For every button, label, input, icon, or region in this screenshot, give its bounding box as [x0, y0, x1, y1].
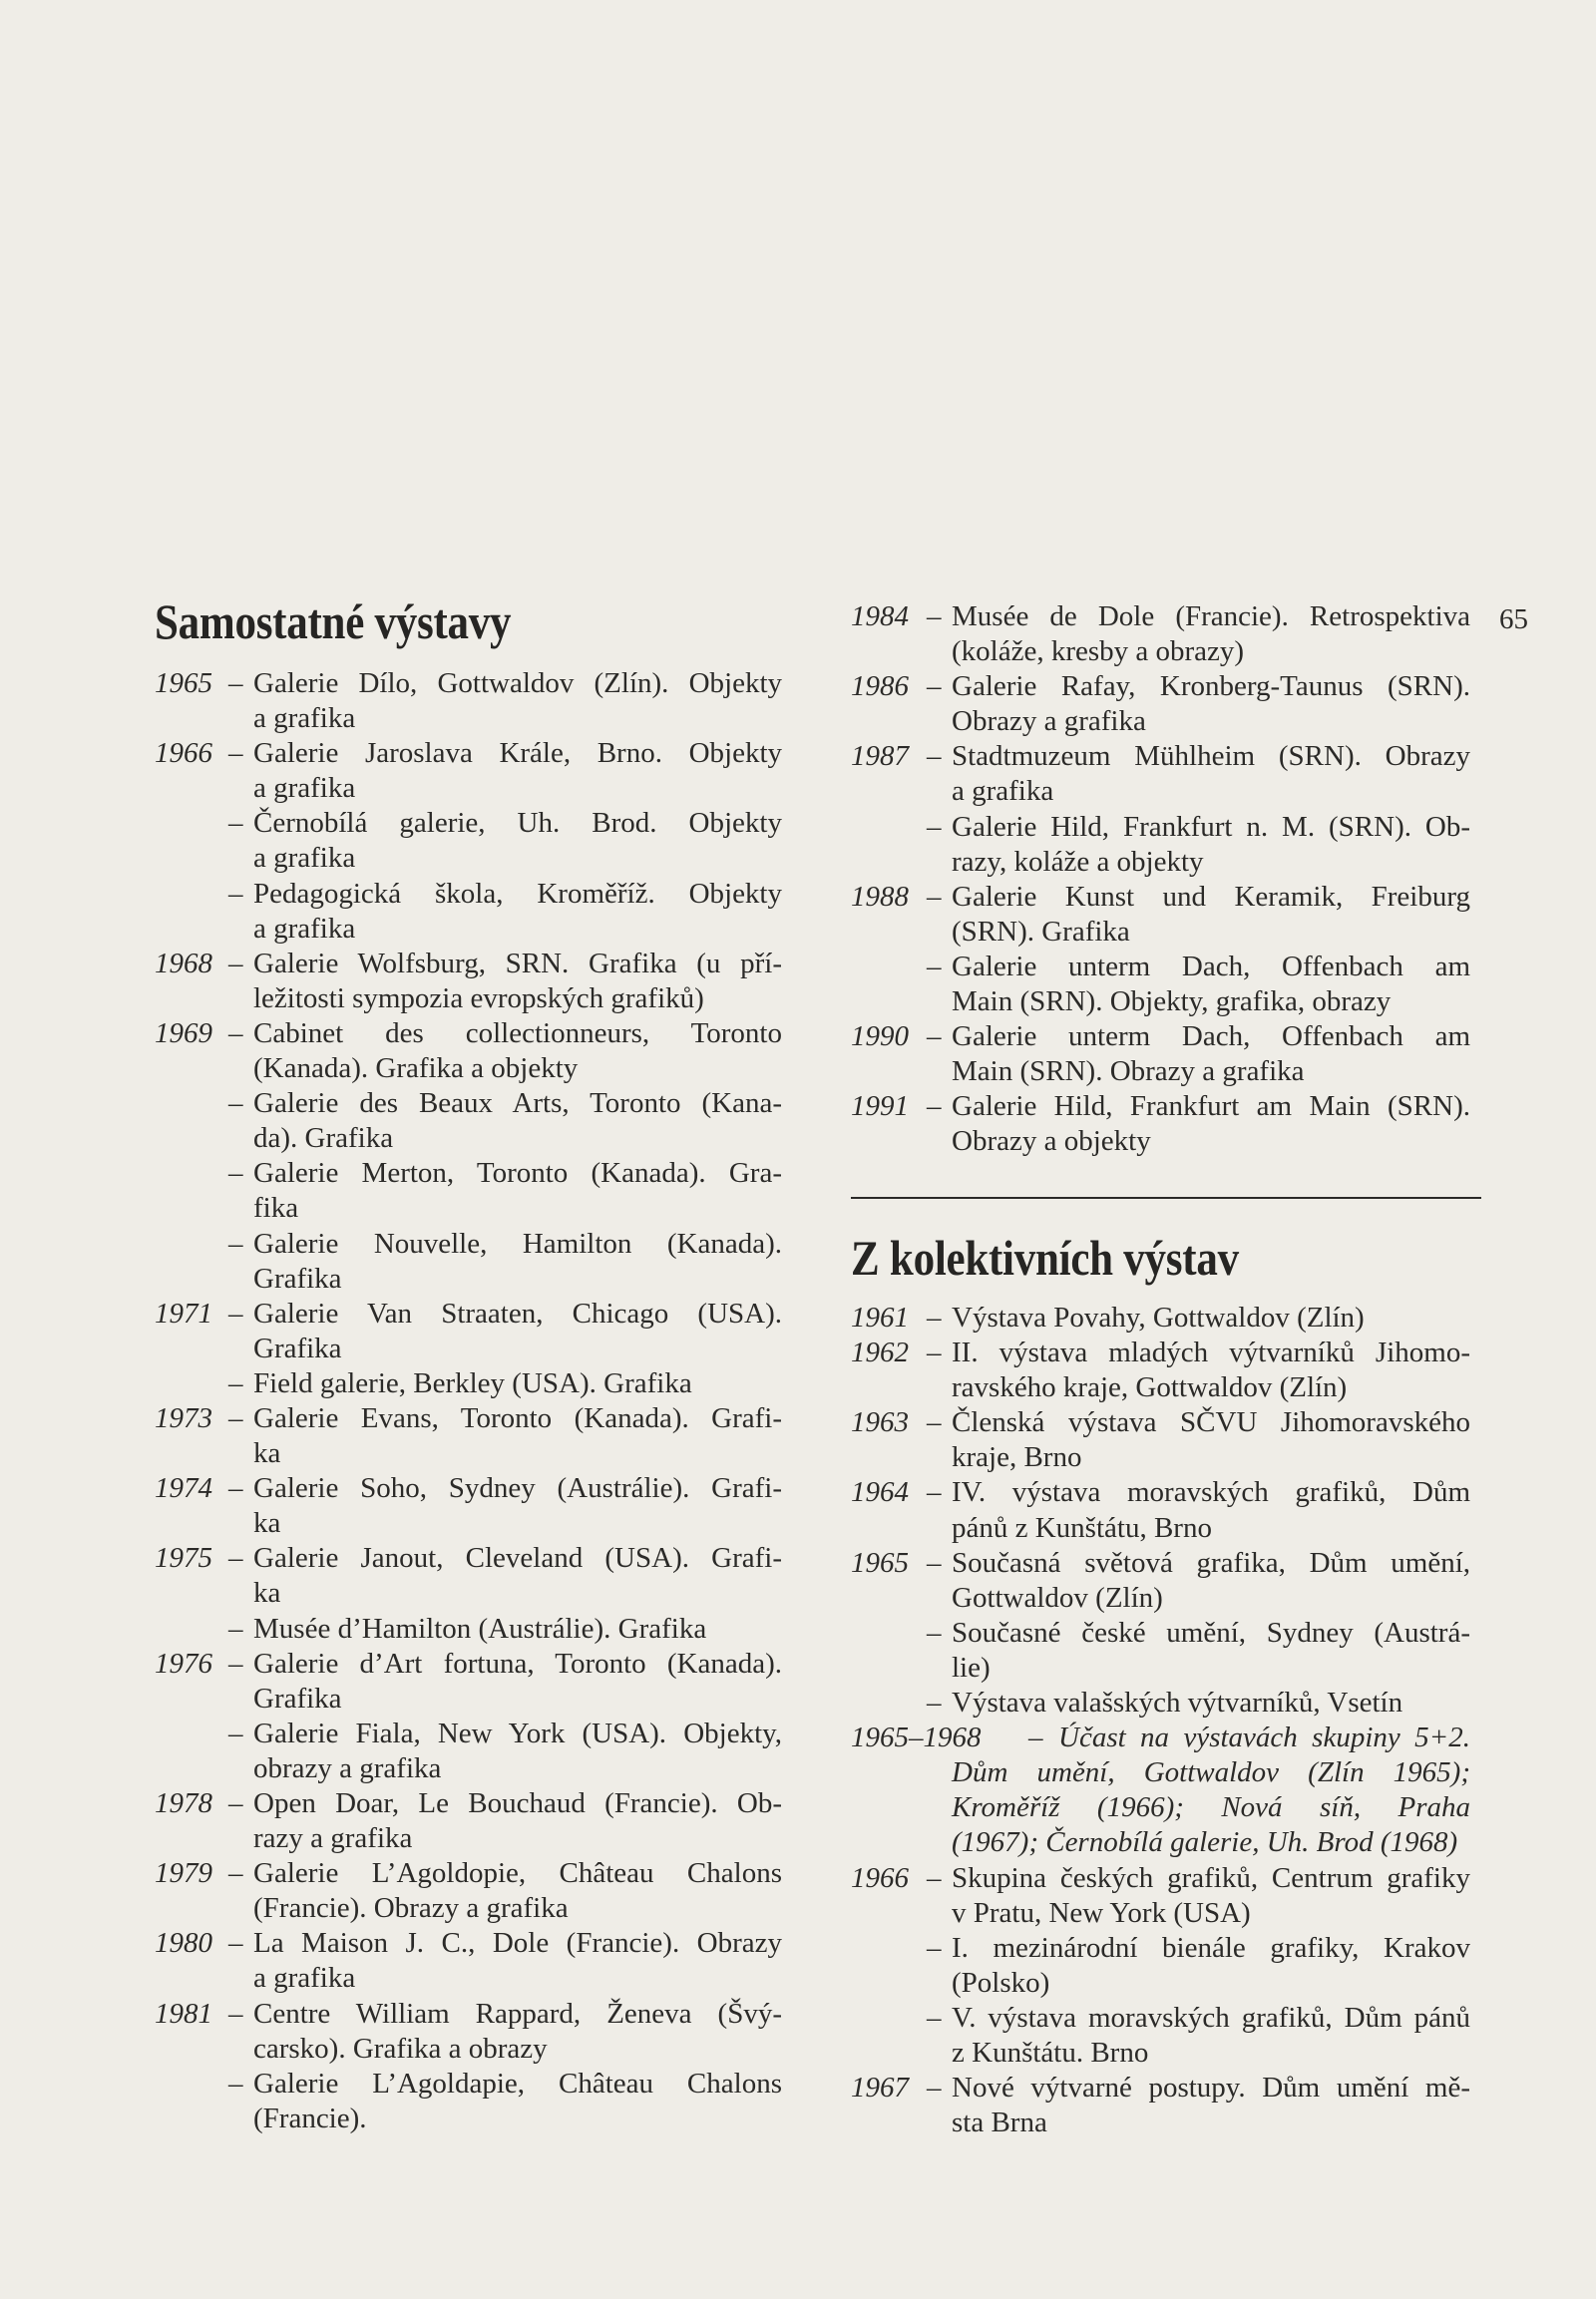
- entry-dash: –: [927, 1546, 942, 1579]
- exhibition-entry: [155, 1297, 782, 1366]
- entry-dash: –: [228, 667, 243, 699]
- entry-year: 1963: [851, 1406, 909, 1439]
- exhibition-entry: [155, 1997, 782, 2067]
- exhibition-entry: [851, 1546, 1470, 1616]
- entry-dash: –: [927, 880, 942, 913]
- entry-line: Main (SRN). Objekty, grafika, obrazy: [952, 985, 1392, 1018]
- entry-line: Obrazy a objekty: [952, 1125, 1151, 1158]
- entry-dash: –: [228, 2067, 243, 2100]
- entry-dash: –: [228, 877, 243, 910]
- entry-line: Galerie L’Agoldapie, Château Chalons: [253, 2067, 782, 2100]
- entry-year: 1968: [155, 947, 212, 979]
- entry-line: a grafika: [253, 912, 356, 945]
- entry-line: (1967); Černobílá galerie, Uh. Brod (1968): [952, 1826, 1458, 1859]
- entry-year: 1975: [155, 1542, 212, 1575]
- exhibition-entry: [155, 1016, 782, 1086]
- entry-line: razy, koláže a objekty: [952, 845, 1204, 878]
- entry-year: 1988: [851, 880, 909, 913]
- exhibition-entry: [155, 947, 782, 1016]
- entry-dash: –: [228, 1401, 243, 1434]
- entry-year: 1974: [155, 1472, 212, 1505]
- section-divider: [851, 1197, 1481, 1199]
- entry-line: sta Brna: [952, 2107, 1047, 2139]
- group-exhibitions-list: [851, 1301, 1470, 2140]
- entry-line: Galerie Wolfsburg, SRN. Grafika (u pří-: [253, 947, 782, 979]
- entry-year: 1965: [155, 667, 212, 699]
- entry-dash: –: [228, 1472, 243, 1505]
- entry-year: 1961: [851, 1302, 909, 1334]
- entry-dash: –: [927, 1020, 942, 1053]
- entry-dash: –: [927, 1090, 942, 1123]
- entry-line: Galerie d’Art fortuna, Toronto (Kanada).: [253, 1647, 782, 1680]
- entry-dash: –: [228, 947, 243, 979]
- entry-line: ravského kraje, Gottwaldov (Zlín): [952, 1371, 1348, 1404]
- entry-dash: –: [927, 1302, 942, 1334]
- entry-line: a grafika: [253, 1962, 356, 1995]
- entry-line: razy a grafika: [253, 1822, 413, 1855]
- exhibition-entry: [851, 739, 1470, 809]
- entry-line: II. výstava mladých výtvarníků Jihomo-: [952, 1337, 1470, 1369]
- entry-line: Centre William Rappard, Ženeva (Švý-: [253, 1997, 782, 2030]
- entry-year: 1991: [851, 1090, 909, 1123]
- entry-line: Galerie Kunst und Keramik, Freiburg: [952, 880, 1470, 913]
- exhibition-entry: [851, 1931, 1470, 2001]
- entry-dash: –: [927, 670, 942, 703]
- entry-line: Galerie Jaroslava Krále, Brno. Objekty: [253, 737, 782, 770]
- entry-line: Galerie Soho, Sydney (Austrálie). Grafi-: [253, 1472, 782, 1505]
- entry-dash: –: [927, 2001, 942, 2034]
- exhibition-entry: [155, 1647, 782, 1717]
- entry-line: carsko). Grafika a obrazy: [253, 2032, 548, 2065]
- exhibition-entry: [155, 666, 782, 736]
- entry-line: Stadtmuzeum Mühlheim (SRN). Obrazy: [952, 740, 1470, 773]
- entry-line: Grafika: [253, 1332, 342, 1364]
- exhibition-entry: [851, 1405, 1470, 1475]
- entry-line: Galerie des Beaux Arts, Toronto (Kana-: [253, 1087, 782, 1120]
- entry-dash: –: [228, 737, 243, 770]
- entry-line: Musée de Dole (Francie). Retrospektiva: [952, 600, 1470, 632]
- entry-line: Nové výtvarné postupy. Dům umění mě-: [952, 2072, 1470, 2105]
- exhibition-entry: [851, 1301, 1470, 1336]
- entry-dash: –: [228, 1542, 243, 1575]
- entry-line: Kroměříž (1966); Nová síň, Praha: [952, 1791, 1470, 1824]
- entry-line: da). Grafika: [253, 1122, 394, 1155]
- entry-line: (SRN). Grafika: [952, 915, 1130, 948]
- exhibition-entry: [851, 599, 1470, 669]
- exhibition-entry: [155, 877, 782, 947]
- entry-line: ležitosti sympozia evropských grafiků): [253, 981, 704, 1014]
- entry-line: v Pratu, New York (USA): [952, 1896, 1251, 1929]
- entry-dash: –: [927, 810, 942, 843]
- exhibition-entry: [155, 1471, 782, 1541]
- exhibition-entry: [851, 1686, 1470, 1721]
- entry-year: 1990: [851, 1020, 909, 1053]
- entry-line: Výstava valašských výtvarníků, Vsetín: [952, 1687, 1403, 1720]
- entry-dash: –: [927, 1337, 942, 1369]
- entry-line: (koláže, kresby a obrazy): [952, 635, 1245, 668]
- exhibition-entry: [155, 1401, 782, 1471]
- entry-line: (Francie).: [253, 2102, 367, 2134]
- solo-exhibitions-list-right: [851, 599, 1470, 1160]
- exhibition-entry: [155, 1366, 782, 1401]
- entry-year: 1984: [851, 600, 909, 632]
- exhibition-entry: [155, 1856, 782, 1926]
- entry-dash: –: [228, 1016, 243, 1049]
- entry-line: (Francie). Obrazy a grafika: [253, 1892, 569, 1925]
- entry-year: 1973: [155, 1401, 212, 1434]
- entry-line: I. mezinárodní bienále grafiky, Krakov: [952, 1931, 1470, 1964]
- exhibition-entry: [155, 806, 782, 876]
- entry-line: Dům umění, Gottwaldov (Zlín 1965);: [952, 1756, 1470, 1789]
- entry-dash: –: [228, 1227, 243, 1260]
- entry-line: Musée d’Hamilton (Austrálie). Grafika: [253, 1612, 707, 1645]
- exhibition-entry: [851, 669, 1470, 739]
- entry-line: Galerie Rafay, Kronberg-Taunus (SRN).: [952, 670, 1470, 703]
- entry-line: Galerie Janout, Cleveland (USA). Grafi-: [253, 1542, 782, 1575]
- entry-year: 1966: [155, 737, 212, 770]
- entry-dash: –: [927, 740, 942, 773]
- entry-dash: –: [927, 950, 942, 982]
- exhibition-entry: [155, 1786, 782, 1856]
- entry-line: a grafika: [253, 842, 356, 875]
- entry-dash: –: [927, 1406, 942, 1439]
- exhibition-entry: [851, 950, 1470, 1019]
- entry-line: a grafika: [253, 702, 356, 735]
- exhibition-entry: [851, 1721, 1470, 1860]
- exhibition-entry: [155, 1541, 782, 1611]
- entry-line: kraje, Brno: [952, 1441, 1082, 1474]
- entry-year: 1971: [155, 1297, 212, 1330]
- entry-line: Open Doar, Le Bouchaud (Francie). Ob-: [253, 1787, 782, 1819]
- entry-dash: –: [228, 1717, 243, 1749]
- entry-line: z Kunštátu. Brno: [952, 2036, 1149, 2069]
- entry-line: a grafika: [952, 775, 1054, 808]
- entry-line: Galerie Dílo, Gottwaldov (Zlín). Objekty: [253, 667, 782, 699]
- exhibition-entry: [851, 880, 1470, 950]
- entry-year: 1979: [155, 1857, 212, 1890]
- entry-line: Main (SRN). Obrazy a grafika: [952, 1055, 1305, 1088]
- entry-year: 1978: [155, 1787, 212, 1819]
- entry-line: (Polsko): [952, 1966, 1050, 1999]
- entry-year: 1962: [851, 1337, 909, 1369]
- entry-dash: –: [228, 1787, 243, 1819]
- entry-line: a grafika: [253, 772, 356, 805]
- entry-dash: –: [927, 1616, 942, 1649]
- exhibition-entry: [155, 1612, 782, 1647]
- entry-dash: –: [927, 1861, 942, 1894]
- entry-dash: –: [927, 600, 942, 632]
- entry-line: Galerie Hild, Frankfurt n. M. (SRN). Ob-: [952, 810, 1470, 843]
- entry-line: lie): [952, 1651, 991, 1684]
- exhibition-entry: [851, 1616, 1470, 1686]
- entry-line: IV. výstava moravských grafiků, Dům: [952, 1476, 1470, 1509]
- entry-dash: –: [228, 1647, 243, 1680]
- entry-line: (Kanada). Grafika a objekty: [253, 1052, 579, 1085]
- entry-line: Cabinet des collectionneurs, Toronto: [253, 1016, 782, 1049]
- entry-line: Galerie L’Agoldopie, Château Chalons: [253, 1857, 782, 1890]
- entry-line: Galerie Evans, Toronto (Kanada). Grafi-: [253, 1401, 782, 1434]
- entry-line: Skupina českých grafiků, Centrum grafiky: [952, 1861, 1470, 1894]
- entry-line: Grafika: [253, 1262, 342, 1295]
- entry-line: Výstava Povahy, Gottwaldov (Zlín): [952, 1302, 1365, 1334]
- entry-line: obrazy a grafika: [253, 1751, 442, 1784]
- entry-dash: –: [927, 1931, 942, 1964]
- exhibition-entry: [155, 1086, 782, 1156]
- entry-line: Členská výstava SČVU Jihomoravského: [952, 1406, 1470, 1439]
- entry-line: Současné české umění, Sydney (Austrá-: [952, 1616, 1470, 1649]
- section-heading-solo-exhibitions: Samostatné výstavy: [155, 593, 512, 649]
- exhibition-entry: [155, 1156, 782, 1226]
- entry-year: 1980: [155, 1927, 212, 1960]
- exhibition-entry: [155, 2067, 782, 2136]
- entry-dash: –: [228, 1087, 243, 1120]
- entry-line: Galerie Hild, Frankfurt am Main (SRN).: [952, 1090, 1470, 1123]
- exhibition-entry: [155, 736, 782, 806]
- entry-dash: –: [927, 2072, 942, 2105]
- entry-line: Galerie unterm Dach, Offenbach am: [952, 1020, 1470, 1053]
- entry-line: Field galerie, Berkley (USA). Grafika: [253, 1366, 692, 1399]
- entry-dash: –: [228, 1157, 243, 1190]
- entry-line: Galerie Nouvelle, Hamilton (Kanada).: [253, 1227, 782, 1260]
- section-heading-group-exhibitions: Z kolektivních výstav: [851, 1230, 1239, 1286]
- exhibition-entry: [155, 1926, 782, 1996]
- entry-line: ka: [253, 1577, 281, 1610]
- solo-exhibitions-list-left: [155, 666, 782, 2136]
- entry-year: 1965–1968: [851, 1722, 982, 1754]
- exhibition-entry: [851, 2071, 1470, 2140]
- entry-line: Galerie Van Straaten, Chicago (USA).: [253, 1297, 782, 1330]
- entry-dash: –: [228, 1612, 243, 1645]
- entry-line: ka: [253, 1507, 281, 1540]
- entry-year: 1981: [155, 1997, 212, 2030]
- exhibition-entry: [851, 1019, 1470, 1089]
- entry-dash: –: [228, 807, 243, 840]
- page-number: 65: [1499, 603, 1528, 635]
- entry-line: Grafika: [253, 1682, 342, 1715]
- entry-line: pánů z Kunštátu, Brno: [952, 1511, 1212, 1544]
- entry-year: 1986: [851, 670, 909, 703]
- entry-line: fika: [253, 1192, 299, 1225]
- entry-line: Galerie Fiala, New York (USA). Objekty,: [253, 1717, 782, 1749]
- entry-line: V. výstava moravských grafiků, Dům pánů: [952, 2001, 1470, 2034]
- entry-year: 1976: [155, 1647, 212, 1680]
- entry-dash: –: [228, 1997, 243, 2030]
- entry-line: Současná světová grafika, Dům umění,: [952, 1546, 1470, 1579]
- entry-dash: –: [927, 1687, 942, 1720]
- entry-line: Galerie Merton, Toronto (Kanada). Gra-: [253, 1157, 782, 1190]
- entry-year: 1969: [155, 1016, 212, 1049]
- exhibition-entry: [851, 810, 1470, 880]
- entry-dash: –: [228, 1297, 243, 1330]
- entry-year: 1964: [851, 1476, 909, 1509]
- entry-line: Galerie unterm Dach, Offenbach am: [952, 950, 1470, 982]
- entry-line: Účast na výstavách skupiny 5+2.: [1058, 1722, 1470, 1754]
- exhibition-entry: [155, 1227, 782, 1297]
- entry-year: 1987: [851, 740, 909, 773]
- entry-line: Černobílá galerie, Uh. Brod. Objekty: [253, 807, 782, 840]
- entry-dash: –: [1028, 1722, 1043, 1754]
- entry-line: Gottwaldov (Zlín): [952, 1581, 1163, 1614]
- exhibition-entry: [851, 2001, 1470, 2071]
- entry-dash: –: [927, 1476, 942, 1509]
- entry-dash: –: [228, 1366, 243, 1399]
- exhibition-entry: [851, 1861, 1470, 1931]
- entry-year: 1965: [851, 1546, 909, 1579]
- entry-line: Pedagogická škola, Kroměříž. Objekty: [253, 877, 782, 910]
- entry-line: ka: [253, 1437, 281, 1470]
- exhibition-entry: [851, 1089, 1470, 1159]
- entry-year: 1966: [851, 1861, 909, 1894]
- entry-dash: –: [228, 1927, 243, 1960]
- exhibition-entry: [851, 1475, 1470, 1545]
- entry-year: 1967: [851, 2072, 909, 2105]
- exhibition-entry: [851, 1336, 1470, 1405]
- entry-dash: –: [228, 1857, 243, 1890]
- exhibition-entry: [155, 1717, 782, 1786]
- entry-line: La Maison J. C., Dole (Francie). Obrazy: [253, 1927, 782, 1960]
- entry-line: Obrazy a grafika: [952, 705, 1146, 738]
